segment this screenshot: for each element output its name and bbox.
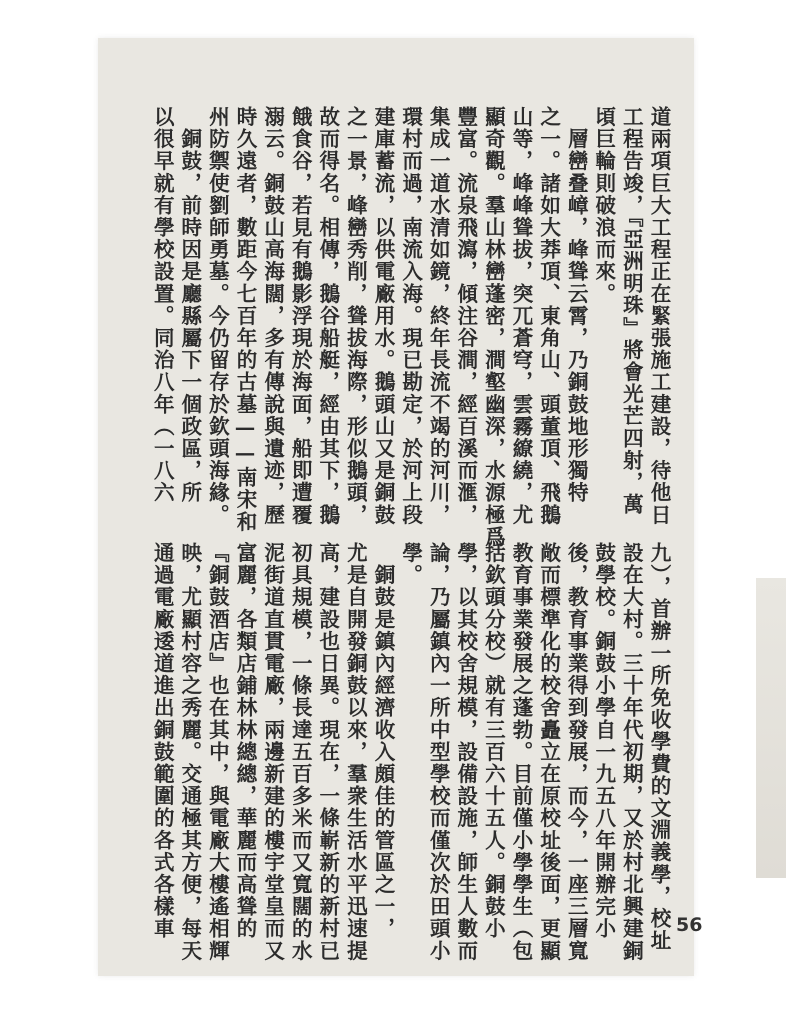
text-column: 學。 (398, 542, 423, 587)
text-column: 集成一道水清如鏡，終年長流不竭的河川， (426, 106, 451, 526)
text-column: 山等，峰峰聳拔，突兀蒼穹，雲霧繚繞，尤 (509, 106, 533, 526)
text-column: 敞而標準化的校舍矗立在原校址後面，更顯 (536, 542, 561, 962)
text-column: 富麗，各類店鋪林林總總，華麗而高聳的 (233, 542, 257, 940)
text-column: 之一。諸如大莽頂、東角山、頭董頂、飛鵝 (536, 106, 561, 526)
text-column: 餓食谷，若見有鵝影浮現於海面，船即遭覆 (288, 106, 313, 526)
text-column: 設在大村。三十年代初期，又於村北興建銅 (619, 542, 644, 962)
text-column: 九），首辦一所免收學費的文淵義學，校址 (647, 542, 671, 952)
text-column: 高，建設也日異。現在，一條嶄新的新村已 (315, 542, 340, 962)
text-column: 初具規模，一條長達五百多米而又寬闊的水 (288, 542, 313, 962)
text-column: 環村而過，南流入海。現已勘定，於河上段 (398, 106, 423, 526)
text-column: 工程告竣，『亞洲明珠』將會光芒四射，萬 (619, 106, 644, 516)
page-number: 56 (676, 914, 703, 936)
text-column: 通過電廠逶道進出銅鼓範圍的各式各樣車 (150, 542, 175, 940)
text-column: 教育事業發展之蓬勃。目前僅小學學生（包 (509, 542, 533, 962)
book-page (98, 38, 703, 976)
text-column: 銅鼓是鎮內經濟收入頗佳的管區之一， (371, 542, 395, 940)
text-column: 之一景，峰巒秀削，聳拔海際，形似鵝頭， (343, 106, 368, 526)
text-column: 尤是自開發銅鼓以來，羣衆生活水平迅速提 (343, 542, 368, 962)
text-column: 建庫蓄流，以供電廠用水。鵝頭山又是銅鼓 (371, 106, 395, 526)
text-column: 層巒叠嶂，峰聳云霄，乃銅鼓地形獨特 (564, 106, 589, 504)
text-column: 銅鼓，前時因是廳縣屬下一個政區，所 (177, 106, 202, 504)
text-column: 泥街道直貫電廠，兩邊新建的樓宇堂皇而又 (260, 542, 285, 962)
text-column: 故而得名。相傳，鵝谷船艇，經由其下，鵝 (315, 106, 340, 526)
text-column: 『銅鼓酒店』也在其中，與電廠大樓遙相輝 (205, 542, 230, 962)
text-column: 顯奇觀。羣山林巒蓬密，澗壑幽深，水源極爲 (481, 106, 506, 548)
text-column: 州防禦使劉師勇墓。今仍留存於欽頭海緣。 (205, 106, 230, 526)
text-column: 映，尤顯村容之秀麗。交通極其方便，每天 (177, 542, 202, 962)
page-edge-shadow (756, 578, 786, 878)
text-column: 括欽頭分校）就有三百六十五人。銅鼓小 (481, 542, 506, 940)
text-column: 後，教育事業得到發展，而今，一座三層寬 (564, 542, 589, 962)
text-column: 頃巨輪則破浪而來。 (591, 106, 616, 305)
text-column: 學，以其校舍規模，設備設施，師生人數而 (453, 542, 478, 962)
text-column: 豐富。流泉飛瀉，傾注谷澗，經百溪而滙， (453, 106, 478, 526)
text-column: 時久遠者，數距今七百年的古墓——南宋和 (233, 106, 257, 533)
text-column: 以很早就有學校設置。同治八年（一八六 (150, 106, 175, 504)
text-column: 論，乃屬鎮內一所中型學校而僅次於田頭小 (426, 542, 451, 962)
text-column: 鼓學校。銅鼓小學自一九五八年開辦完小 (591, 542, 616, 940)
text-column: 溺云。銅鼓山高海闊，多有傳說與遺迹，歷 (260, 106, 285, 526)
text-column: 道兩項巨大工程正在緊張施工建設，待他日 (647, 106, 671, 526)
